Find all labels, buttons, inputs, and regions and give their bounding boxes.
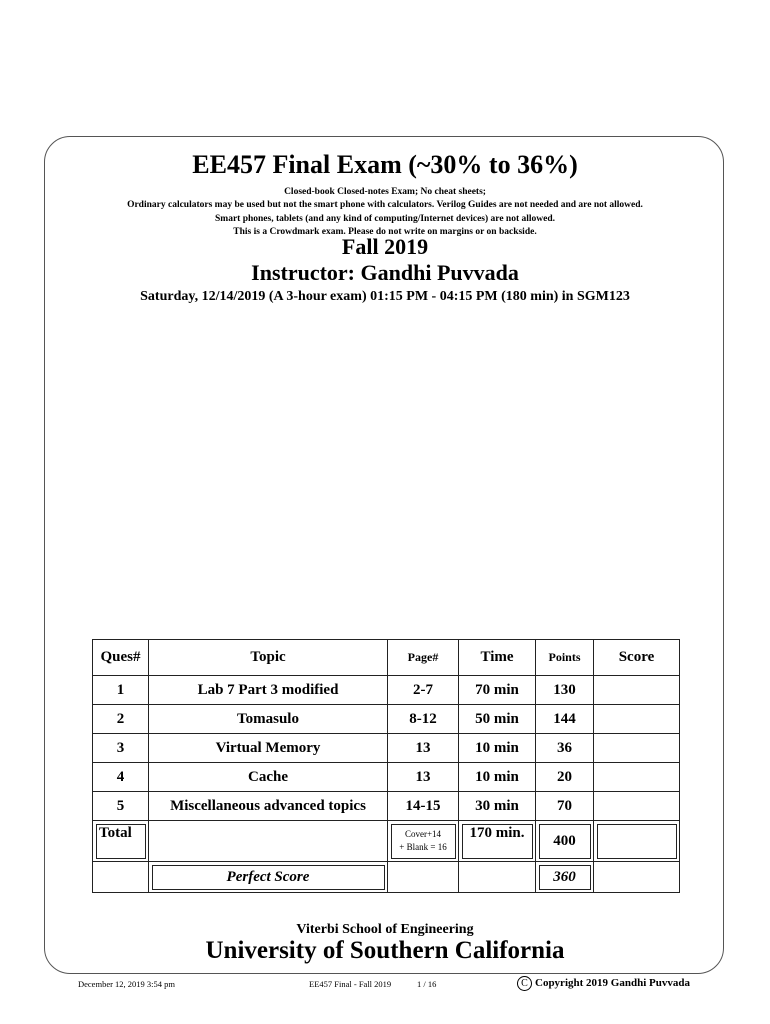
cell-points: 130 — [536, 676, 594, 705]
exam-rules — [0, 186, 770, 239]
cell-ques: 1 — [93, 676, 149, 705]
cell-time: 50 min — [459, 705, 536, 734]
cell-page: 13 — [388, 763, 459, 792]
table-row — [93, 676, 680, 705]
table-row — [93, 705, 680, 734]
total-points: 400 — [536, 821, 594, 862]
rule-line: This is a Crowdmark exam. Please do not write on margins or on backside. — [233, 226, 537, 237]
exam-schedule: Saturday, 12/14/2019 (A 3-hour exam) 01:15 PM - 04:15 PM (180 min) in SGM123 — [140, 289, 630, 304]
cell-ques: 3 — [93, 734, 149, 763]
cell-ques: 2 — [93, 705, 149, 734]
perfect-score-row — [93, 862, 680, 893]
copyright-notice — [517, 976, 690, 991]
rule-line: Smart phones, tablets (and any kind of computing/Internet devices) are not allowed. — [215, 213, 555, 224]
perfect-score-empty — [594, 862, 680, 893]
header-topic: Topic — [149, 640, 388, 676]
total-score — [594, 821, 680, 862]
cell-points: 144 — [536, 705, 594, 734]
header-points: Points — [536, 640, 594, 676]
total-pages-line1: Cover+14 — [404, 829, 442, 839]
cell-score — [594, 676, 680, 705]
school-name: Viterbi School of Engineering — [296, 922, 474, 937]
cell-score — [594, 734, 680, 763]
total-time: 170 min. — [459, 821, 536, 862]
cell-score — [594, 763, 680, 792]
table-row — [93, 763, 680, 792]
total-label: Total — [93, 821, 149, 862]
table-header-row — [93, 640, 680, 676]
cell-points: 36 — [536, 734, 594, 763]
rule-line: Closed-book Closed-notes Exam; No cheat sheets; — [284, 187, 486, 197]
cell-topic: Tomasulo — [149, 705, 388, 734]
cell-page: 8-12 — [388, 705, 459, 734]
total-pages-line2: + Blank = 16 — [399, 842, 447, 852]
table-row — [93, 734, 680, 763]
cell-page: 13 — [388, 734, 459, 763]
cell-points: 20 — [536, 763, 594, 792]
cell-points: 70 — [536, 792, 594, 821]
perfect-score-points: 360 — [536, 862, 594, 893]
total-topic-empty — [149, 821, 388, 862]
header-time: Time — [459, 640, 536, 676]
cell-time: 30 min — [459, 792, 536, 821]
cell-ques: 5 — [93, 792, 149, 821]
rule-line: Ordinary calculators may be used but not the smart phone with calculators. Verilog Guides are not needed and are not allowed. — [127, 200, 643, 211]
cell-topic: Miscellaneous advanced topics — [149, 792, 388, 821]
cell-topic: Virtual Memory — [149, 734, 388, 763]
footer-page-number: 1 / 16 — [417, 979, 437, 989]
score-table — [92, 639, 680, 893]
cell-page: 2-7 — [388, 676, 459, 705]
university-name: University of Southern California — [205, 937, 565, 964]
header-page: Page# — [388, 640, 459, 676]
cell-page: 14-15 — [388, 792, 459, 821]
total-pages — [388, 821, 459, 862]
footer-doc-title: EE457 Final - Fall 2019 — [309, 979, 392, 989]
total-row — [93, 821, 680, 862]
cell-topic: Lab 7 Part 3 modified — [149, 676, 388, 705]
copyright-text: Copyright 2019 Gandhi Puvvada — [535, 977, 690, 990]
cell-time: 10 min — [459, 763, 536, 792]
cell-topic: Cache — [149, 763, 388, 792]
exam-term: Fall 2019 — [341, 234, 429, 259]
table-row — [93, 792, 680, 821]
copyright-icon: C — [517, 976, 532, 991]
footer-date: December 12, 2019 3:54 pm — [78, 979, 176, 989]
cell-score — [594, 792, 680, 821]
cell-time: 10 min — [459, 734, 536, 763]
perfect-time-empty — [459, 862, 536, 893]
exam-title: EE457 Final Exam (~30% to 36%) — [192, 150, 578, 179]
perfect-page-empty — [388, 862, 459, 893]
header-ques: Ques# — [93, 640, 149, 676]
cell-ques: 4 — [93, 763, 149, 792]
cell-time: 70 min — [459, 676, 536, 705]
perfect-score-label: Perfect Score — [149, 862, 388, 893]
cell-score — [594, 705, 680, 734]
instructor-name: Instructor: Gandhi Puvvada — [251, 260, 519, 285]
header-score: Score — [594, 640, 680, 676]
perfect-empty — [93, 862, 149, 893]
